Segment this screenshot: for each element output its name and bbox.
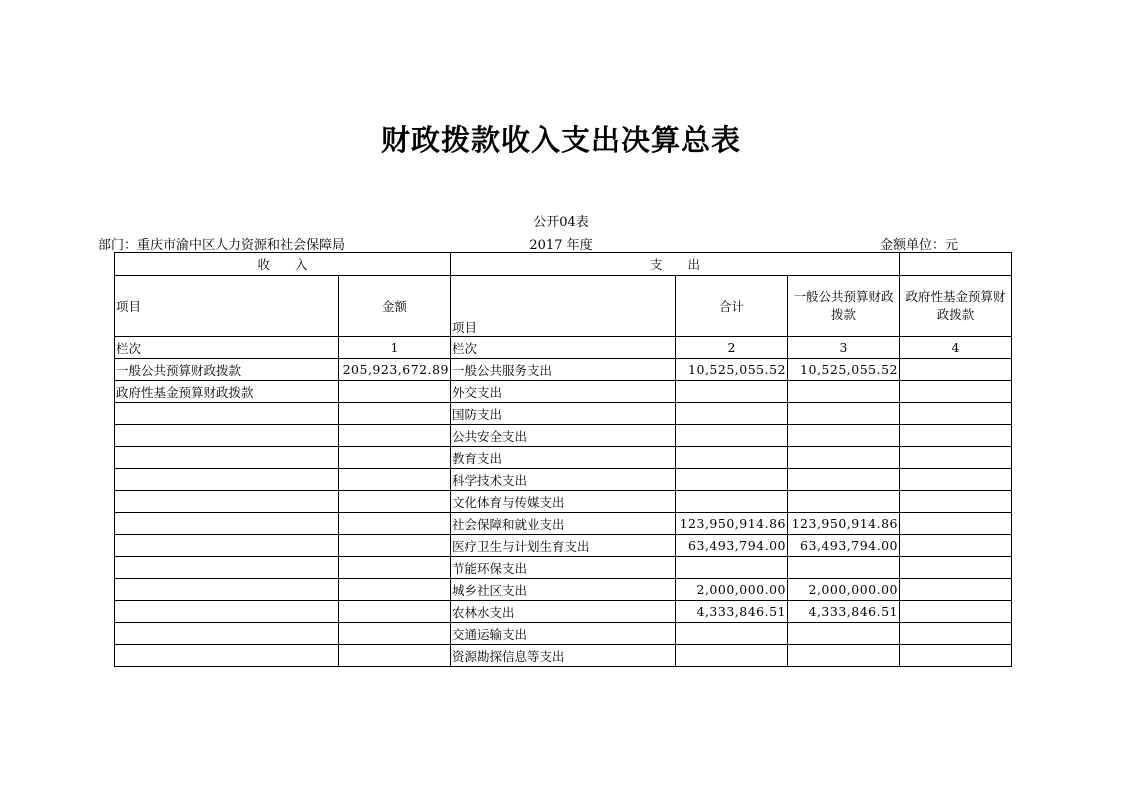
table-row xyxy=(115,579,1012,601)
total-amount xyxy=(676,557,788,579)
expenditure-item: 一般公共服务支出 xyxy=(451,359,676,381)
income-amount xyxy=(339,513,451,535)
total-amount: 2,000,000.00 xyxy=(676,579,788,601)
section-header-row xyxy=(115,253,1012,276)
expenditure-item: 社会保障和就业支出 xyxy=(451,513,676,535)
table-row xyxy=(115,447,1012,469)
table-row xyxy=(115,557,1012,579)
gov-fund-amount xyxy=(900,623,1012,645)
expenditure-item: 医疗卫生与计划生育支出 xyxy=(451,535,676,557)
gov-fund-amount xyxy=(900,447,1012,469)
gov-fund-amount xyxy=(900,645,1012,667)
general-budget-amount xyxy=(788,491,900,513)
gov-fund-amount xyxy=(900,579,1012,601)
gov-fund-amount xyxy=(900,535,1012,557)
expenditure-item: 国防支出 xyxy=(451,403,676,425)
expenditure-item: 文化体育与传媒支出 xyxy=(451,491,676,513)
page-title: 财政拨款收入支出决算总表 xyxy=(380,123,741,157)
budget-table xyxy=(114,252,1012,667)
total-amount: 10,525,055.52 xyxy=(676,359,788,381)
total-amount xyxy=(676,645,788,667)
income-header: 收 入 xyxy=(115,253,451,276)
total-header: 合计 xyxy=(676,276,788,337)
income-item-header: 项目 xyxy=(115,276,339,337)
gov-fund-amount xyxy=(900,601,1012,623)
income-amount xyxy=(339,535,451,557)
income-item xyxy=(115,513,339,535)
income-amount xyxy=(339,645,451,667)
income-amount xyxy=(339,579,451,601)
table-row xyxy=(115,359,1012,381)
gov-fund-amount xyxy=(900,403,1012,425)
gov-fund-amount xyxy=(900,381,1012,403)
column-number-4: 4 xyxy=(900,337,1012,359)
gov-fund-amount xyxy=(900,491,1012,513)
column-number-3: 3 xyxy=(788,337,900,359)
expenditure-item: 交通运输支出 xyxy=(451,623,676,645)
department-label: 部门：重庆市渝中区人力资源和社会保障局 xyxy=(98,238,346,253)
general-budget-amount xyxy=(788,557,900,579)
expenditure-item: 科学技术支出 xyxy=(451,469,676,491)
column-header-row xyxy=(115,276,1012,337)
gov-fund-amount xyxy=(900,557,1012,579)
table-row xyxy=(115,425,1012,447)
expenditure-item: 资源勘探信息等支出 xyxy=(451,645,676,667)
general-budget-amount: 63,493,794.00 xyxy=(788,535,900,557)
total-amount xyxy=(676,623,788,645)
total-amount xyxy=(676,491,788,513)
table-row xyxy=(115,469,1012,491)
income-item xyxy=(115,601,339,623)
income-item xyxy=(115,491,339,513)
income-amount: 205,923,672.89 xyxy=(339,359,451,381)
general-budget-amount xyxy=(788,645,900,667)
general-budget-amount: 123,950,914.86 xyxy=(788,513,900,535)
general-budget-amount xyxy=(788,469,900,491)
table-row xyxy=(115,491,1012,513)
income-item: 政府性基金预算财政拨款 xyxy=(115,381,339,403)
gov-fund-amount xyxy=(900,425,1012,447)
expenditure-item: 农林水支出 xyxy=(451,601,676,623)
expenditure-item: 节能环保支出 xyxy=(451,557,676,579)
column-number-1: 1 xyxy=(339,337,451,359)
total-amount xyxy=(676,469,788,491)
header-blank xyxy=(900,253,1012,276)
table-row xyxy=(115,601,1012,623)
table-row xyxy=(115,623,1012,645)
income-item xyxy=(115,579,339,601)
income-item xyxy=(115,403,339,425)
income-amount xyxy=(339,601,451,623)
general-budget-amount: 10,525,055.52 xyxy=(788,359,900,381)
income-item xyxy=(115,425,339,447)
general-budget-amount xyxy=(788,447,900,469)
income-item xyxy=(115,645,339,667)
income-amount xyxy=(339,381,451,403)
gov-fund-header: 政府性基金预算财政拨款 xyxy=(900,276,1012,337)
general-budget-amount xyxy=(788,381,900,403)
fiscal-year: 2017 年度 xyxy=(529,238,593,253)
income-item xyxy=(115,447,339,469)
table-row xyxy=(115,403,1012,425)
expenditure-header: 支 出 xyxy=(451,253,900,276)
general-budget-header: 一般公共预算财政拨款 xyxy=(788,276,900,337)
general-budget-amount xyxy=(788,403,900,425)
general-budget-amount: 2,000,000.00 xyxy=(788,579,900,601)
gov-fund-amount xyxy=(900,359,1012,381)
column-number-2: 2 xyxy=(676,337,788,359)
income-item xyxy=(115,469,339,491)
income-item xyxy=(115,535,339,557)
income-amount xyxy=(339,623,451,645)
income-amount xyxy=(339,491,451,513)
general-budget-amount xyxy=(788,623,900,645)
total-amount: 4,333,846.51 xyxy=(676,601,788,623)
currency-unit: 金额单位：元 xyxy=(880,238,959,253)
total-amount: 123,950,914.86 xyxy=(676,513,788,535)
table-row xyxy=(115,381,1012,403)
column-label: 栏次 xyxy=(115,337,339,359)
income-amount xyxy=(339,447,451,469)
total-amount: 63,493,794.00 xyxy=(676,535,788,557)
total-amount xyxy=(676,447,788,469)
expenditure-item-header: 项目 xyxy=(451,276,676,337)
income-amount xyxy=(339,425,451,447)
income-item: 一般公共预算财政拨款 xyxy=(115,359,339,381)
total-amount xyxy=(676,403,788,425)
total-amount xyxy=(676,381,788,403)
total-amount xyxy=(676,425,788,447)
table-row xyxy=(115,535,1012,557)
income-amount xyxy=(339,403,451,425)
table-row xyxy=(115,645,1012,667)
expenditure-item: 外交支出 xyxy=(451,381,676,403)
column-label-2: 栏次 xyxy=(451,337,676,359)
column-number-row xyxy=(115,337,1012,359)
expenditure-item: 公共安全支出 xyxy=(451,425,676,447)
income-amount xyxy=(339,557,451,579)
form-number: 公开04表 xyxy=(533,215,589,230)
expenditure-item: 城乡社区支出 xyxy=(451,579,676,601)
general-budget-amount: 4,333,846.51 xyxy=(788,601,900,623)
table-row xyxy=(115,513,1012,535)
gov-fund-amount xyxy=(900,513,1012,535)
gov-fund-amount xyxy=(900,469,1012,491)
income-amount xyxy=(339,469,451,491)
income-item xyxy=(115,557,339,579)
income-amount-header: 金额 xyxy=(339,276,451,337)
expenditure-item: 教育支出 xyxy=(451,447,676,469)
income-item xyxy=(115,623,339,645)
general-budget-amount xyxy=(788,425,900,447)
